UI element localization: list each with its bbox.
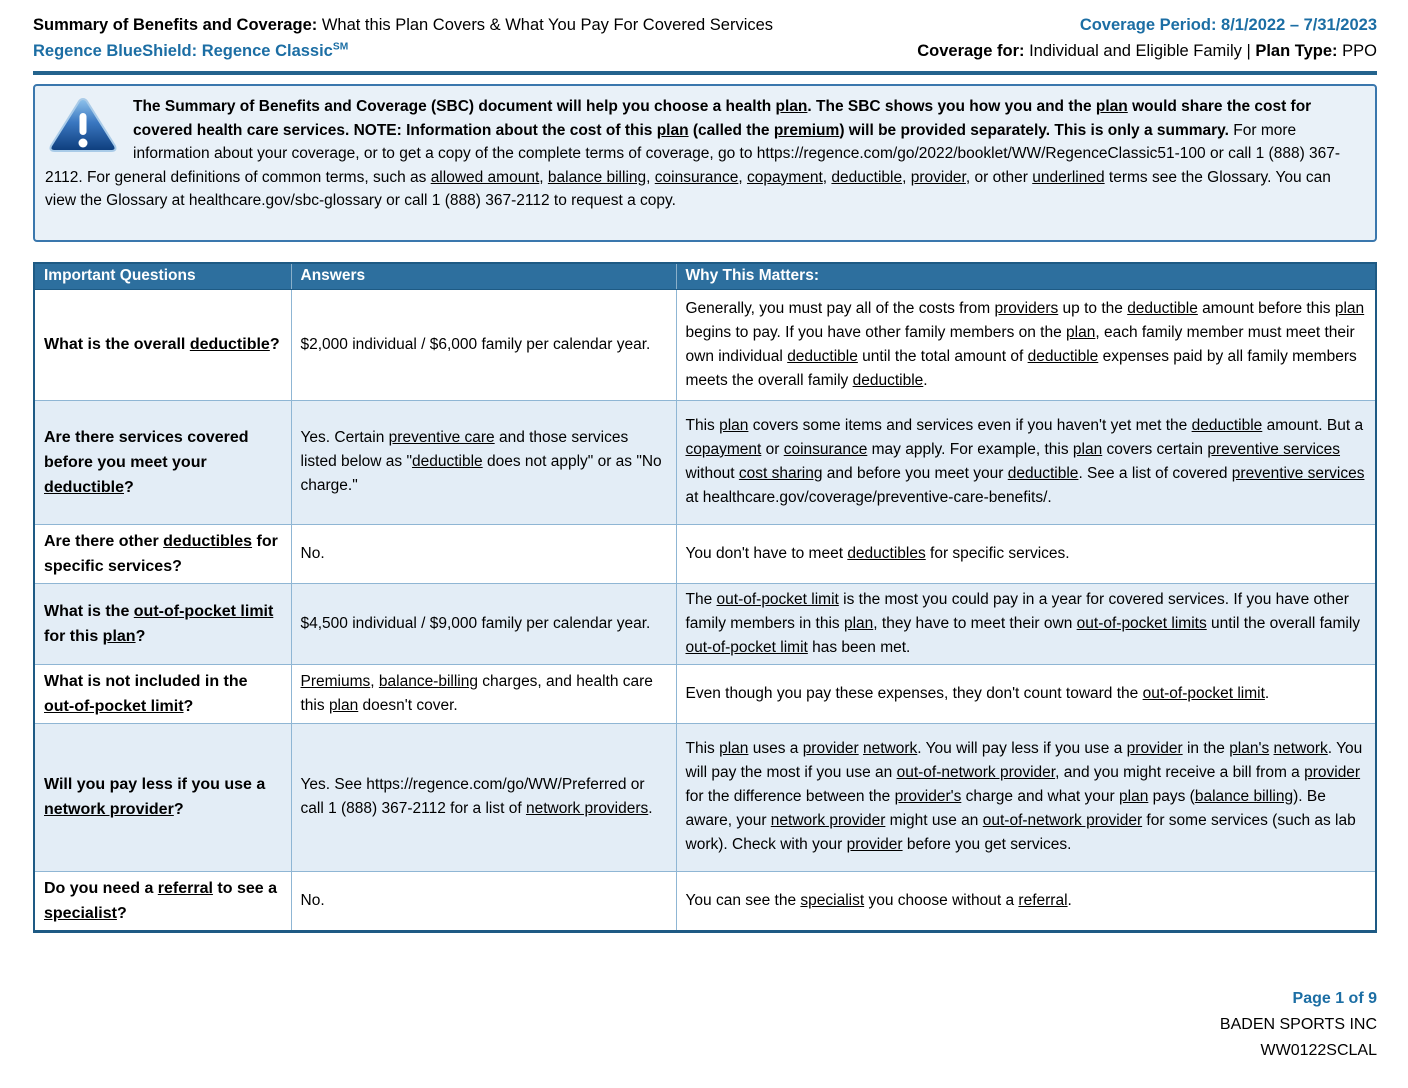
glossary-term[interactable]: deductible [1127,299,1198,317]
glossary-term[interactable]: provider's [894,788,962,805]
glossary-term[interactable]: network [863,740,918,757]
text-run: ). Be aware, your [685,788,1326,829]
question-cell [34,289,291,400]
notice-text [45,95,1363,213]
glossary-term[interactable]: network providers [525,800,649,817]
text-run: Plan Type: [1255,42,1338,60]
glossary-term[interactable]: preventive services [1231,465,1365,482]
answer-cell [291,524,676,583]
glossary-term[interactable]: network provider [770,812,886,829]
glossary-term[interactable]: plan [1072,441,1103,458]
text-run: amount. But a [1262,417,1364,434]
text-run: This [685,417,720,434]
why-cell [676,289,1376,400]
glossary-term[interactable]: provider [846,836,903,853]
text-run: What is the overall [44,336,190,353]
text-run: Generally, you must pay all of the costs from [685,299,995,317]
text-run: without [685,465,739,482]
text-run: Summary of Benefits and Coverage: [33,16,318,34]
text-run: for specific services? [44,532,278,575]
header-divider [33,71,1377,75]
text-run: charges, and health care this [300,672,653,714]
text-run: may apply. For example, this [867,441,1073,458]
answer-cell [291,289,676,400]
text-run: . [1067,891,1072,909]
answer-cell [291,664,676,723]
glossary-term[interactable]: plan [1095,98,1128,115]
text-run: has been met. [807,638,911,656]
text-run: pays ( [1148,788,1195,805]
table-row [34,583,1376,664]
glossary-term[interactable]: deductible [1191,417,1263,434]
text-run: and before you meet your [822,465,1008,482]
question-cell [34,400,291,524]
why-cell [676,400,1376,524]
glossary-term[interactable]: out-of-pocket limit [716,590,839,608]
text-run: or [761,441,784,458]
text-run: (called the [688,121,774,139]
text-run: Coverage Period: 8/1/2022 – 7/31/2023 [1079,16,1377,34]
question-cell [34,524,291,583]
text-run: covers some items and services even if you haven't yet met the [748,417,1192,434]
coverage-period [917,12,1377,38]
glossary-term[interactable]: copayment [746,168,823,186]
text-run: might use an [885,812,983,829]
text-run: for the difference between the [685,788,895,805]
text-run: You don't have to meet [685,544,848,562]
text-run: ? [269,336,280,353]
glossary-term[interactable]: deductible [831,168,903,186]
glossary-term[interactable]: copayment [685,441,762,458]
glossary-term[interactable]: deductible [189,336,270,353]
glossary-term[interactable]: network provider [44,801,174,818]
text-run: Coverage for: [917,42,1025,60]
text-run: would share the cost for covered health care services. NOTE: Information about the cost of this [133,98,1312,139]
glossary-term[interactable]: plan [1334,299,1365,317]
text-run: What this Plan Covers & What You Pay For Covered Services [317,16,774,34]
text-run: doesn't cover. [358,696,458,714]
page-number: Page 1 of 9 [1292,990,1377,1007]
text-run: , [738,168,747,186]
text-run: Are there services covered before you meet your [44,428,249,471]
glossary-term[interactable]: plan [656,121,689,139]
text-run: Even though you pay these expenses, they don't count toward the [685,684,1143,702]
glossary-term[interactable]: underlined [1032,168,1105,186]
text-run: This [685,740,720,757]
text-run: terms see the Glossary. You can view the Glossary at healthcare.gov/sbc-glossary or call 1 (888) 367-2112 to request a copy. [45,168,1331,209]
column-header-why-this-matters: Why This Matters: [676,263,1376,289]
glossary-term[interactable]: preventive care [388,429,495,446]
text-run: Will you pay less if you use a [44,776,266,793]
glossary-term[interactable]: deductibles [163,532,253,550]
text-run: You can see the [685,891,801,909]
text-run: , or other [965,168,1033,186]
glossary-term[interactable]: deductible [1027,347,1099,365]
text-run: , [646,168,655,186]
text-run: up to the [1058,299,1128,317]
glossary-term[interactable]: plan's [1229,740,1270,757]
text-run: ? [173,801,184,818]
answer-cell [291,400,676,524]
text-run: . [1264,684,1270,702]
text-run: , [539,168,548,186]
header-left [33,12,773,64]
glossary-term[interactable]: plan [1119,788,1149,805]
text-run: at healthcare.gov/coverage/preventive-care-benefits/. [685,489,1052,506]
text-run: The [685,590,717,608]
plan-code: WW0122SCLAL [1260,1042,1377,1059]
text-run: . [648,800,653,817]
question-cell [34,871,291,931]
glossary-term[interactable]: deductible [1007,465,1079,482]
text-run: ? [183,697,194,715]
text-run: to see a [212,879,277,897]
glossary-term[interactable]: out-of-pocket limit [1142,684,1265,702]
text-run: Individual and Eligible Family | [1024,42,1256,60]
glossary-term[interactable]: provider [1126,740,1183,757]
glossary-term[interactable]: deductible [787,347,858,365]
text-run: begins to pay. If you have other family members on the [685,323,1067,341]
glossary-term[interactable]: network [1273,740,1328,757]
text-run: in the [1182,740,1230,757]
column-header-important-questions: Important Questions [34,263,291,289]
table-row [34,871,1376,931]
glossary-term[interactable]: deductible [411,453,483,470]
document-title [33,12,773,38]
glossary-term[interactable]: coinsurance [654,168,739,186]
question-cell [34,583,291,664]
text-run: for this [44,627,103,645]
text-run: ? [124,478,134,496]
text-run: uses a [748,740,803,757]
text-run: , [822,168,832,186]
glossary-term[interactable]: coinsurance [783,441,868,458]
header-right [917,12,1377,64]
text-run: , [902,168,911,186]
text-run: you choose without a [864,891,1019,909]
text-run: Yes. Certain [300,429,389,446]
plan-name [33,38,773,64]
text-run: What is not included in the [44,672,248,690]
text-run: $4,500 individual / $9,000 family per calendar year. [300,614,651,632]
text-run: No. [300,891,325,909]
document-header [33,12,1377,64]
why-cell [676,723,1376,871]
glossary-term[interactable]: out-of-network provider [982,812,1143,829]
glossary-term[interactable]: plan [328,696,359,714]
glossary-term[interactable]: provider [802,740,859,757]
glossary-term[interactable]: cost sharing [738,465,823,482]
coverage-for [917,38,1377,64]
text-run: . [923,371,928,389]
text-run: charge and what your [961,788,1120,805]
why-cell [676,871,1376,931]
glossary-term[interactable]: deductible [44,478,125,496]
text-run: ? [116,904,127,922]
glossary-term[interactable]: providers [994,299,1059,317]
text-run: . You will pay less if you use a [917,740,1127,757]
text-run: ) will be provided separately. This is only a summary. [839,121,1234,139]
glossary-term[interactable]: out-of-pocket limit [685,638,808,656]
text-run: , they have to meet their own [873,614,1077,632]
answer-cell [291,871,676,931]
glossary-term[interactable]: plan [1066,323,1096,341]
glossary-term[interactable]: premium [773,121,840,139]
sbc-notice-box [33,84,1377,242]
glossary-term[interactable]: deductibles [847,544,926,562]
why-cell [676,583,1376,664]
text-run: is the most you could pay in a year for covered services. If you have other family members in this [685,590,1349,632]
text-run: before you get services. [902,836,1072,853]
glossary-term[interactable]: out-of-pocket limit [44,697,184,715]
text-run: Regence BlueShield: Regence Classic [33,42,333,60]
text-run: The Summary of Benefits and Coverage (SBC) document will help you choose a health [133,98,776,115]
text-run: until the total amount of [857,347,1028,365]
glossary-term[interactable]: provider [910,168,966,186]
text-run: . See a list of covered [1078,465,1232,482]
glossary-term[interactable]: Premiums [300,672,371,690]
important-questions-table [33,262,1377,933]
answer-cell [291,723,676,871]
table-row [34,400,1376,524]
glossary-term[interactable]: out-of-pocket limits [1076,614,1207,632]
glossary-term[interactable]: referral [1018,891,1068,909]
glossary-term[interactable]: deductible [852,371,924,389]
text-run: Do you need a [44,879,158,897]
glossary-term[interactable]: provider [1304,764,1361,781]
text-run: does not apply" or as "No charge." [300,453,662,494]
text-run: $2,000 individual / $6,000 family per calendar year. [300,335,651,353]
text-run: What is the [44,602,134,620]
text-run: Yes. See https://regence.com/go/WW/Preferred or call 1 (888) 367-2112 for a list of [300,776,645,817]
question-cell [34,723,291,871]
text-run: for specific services. [925,544,1070,562]
text-run: , and you might receive a bill from a [1055,764,1305,781]
answer-cell [291,583,676,664]
text-run: ? [135,627,146,645]
text-run: amount before this [1197,299,1335,317]
text-run: No. [300,544,325,562]
glossary-term[interactable]: plan [775,98,808,115]
glossary-term[interactable]: plan [719,740,749,757]
glossary-term[interactable]: specialist [44,904,117,922]
page-footer [1220,986,1377,1064]
glossary-term[interactable]: plan [843,614,874,632]
text-run: and those services listed below as " [300,429,629,470]
company-name: BADEN SPORTS INC [1219,1016,1377,1033]
glossary-term[interactable]: balance-billing [378,672,478,690]
text-run: PPO [1337,42,1377,60]
glossary-term[interactable]: specialist [800,891,865,909]
text-run: SM [332,41,349,53]
glossary-term[interactable]: out-of-network provider [896,764,1056,781]
glossary-term[interactable]: preventive services [1207,441,1341,458]
glossary-term[interactable]: allowed amount [430,168,540,186]
glossary-term[interactable]: plan [719,417,749,434]
glossary-term[interactable]: balance billing [547,168,647,186]
why-cell [676,664,1376,723]
table-row [34,524,1376,583]
table-header-row [34,263,1376,289]
glossary-term[interactable]: balance billing [1194,788,1294,805]
text-run: For more information about your coverage, or to get a copy of the complete terms of coverage, go to https://regence.com/go/2022/booklet/WW/RegenceClassic51-100 or call 1 (888) 367-2112. For general definitions of common terms, such as [45,121,1341,186]
text-run: expenses paid by all family members meets the overall family [685,347,1357,389]
table-row [34,289,1376,400]
warning-triangle-icon [47,96,119,154]
text-run: for some services (such as lab work). Check with your [685,812,1356,853]
text-run: , [370,672,379,690]
text-run: . You will pay the most if you use an [685,740,1363,781]
glossary-term[interactable]: out-of-pocket limit [133,602,274,620]
text-run: . The SBC shows you how you and the [807,98,1096,115]
glossary-term[interactable]: referral [157,879,213,897]
text-run: , each family member must meet their own individual [685,323,1355,365]
column-header-answers: Answers [291,263,676,289]
table-row [34,664,1376,723]
table-row [34,723,1376,871]
why-cell [676,524,1376,583]
glossary-term[interactable]: plan [102,627,136,645]
text-run: Are there other [44,532,164,550]
question-cell [34,664,291,723]
text-run: covers certain [1102,441,1208,458]
text-run: until the overall family [1206,614,1361,632]
